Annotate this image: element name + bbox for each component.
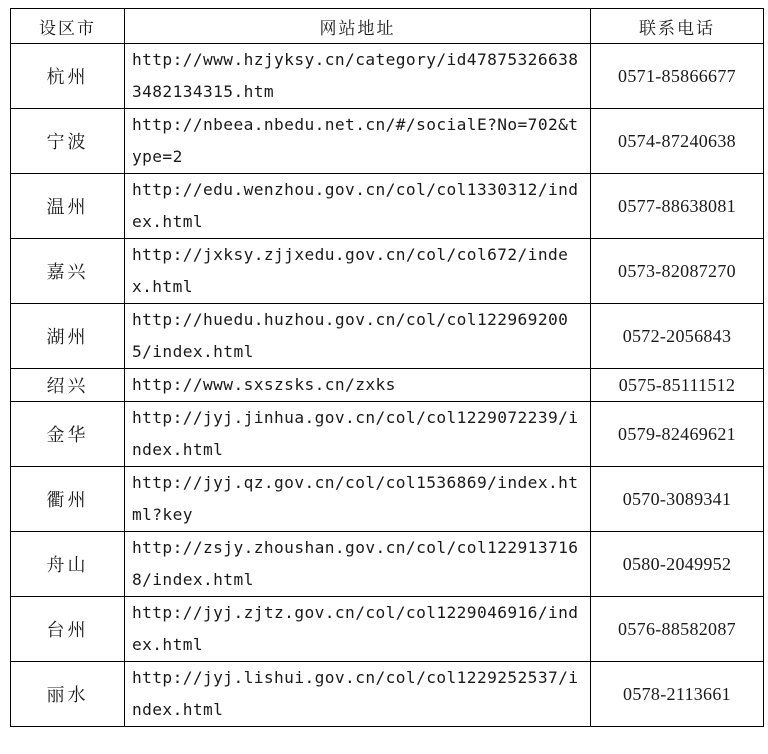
phone-cell: 0576-88582087 — [591, 597, 764, 662]
city-cell: 温州 — [11, 174, 125, 239]
table-row — [11, 44, 764, 109]
website-url-cell[interactable]: http://zsjy.zhoushan.gov.cn/col/col1229137168/index.html — [125, 532, 591, 597]
phone-cell: 0571-85866677 — [591, 44, 764, 109]
table-row — [11, 402, 764, 467]
table-row — [11, 662, 764, 727]
phone-cell: 0572-2056843 — [591, 304, 764, 369]
phone-cell: 0574-87240638 — [591, 109, 764, 174]
website-url-cell[interactable]: http://jyj.lishui.gov.cn/col/col1229252537/index.html — [125, 662, 591, 727]
table-row — [11, 532, 764, 597]
phone-cell: 0575-85111512 — [591, 369, 764, 402]
phone-cell: 0577-88638081 — [591, 174, 764, 239]
city-cell: 绍兴 — [11, 369, 125, 402]
city-cell: 衢州 — [11, 467, 125, 532]
table-row — [11, 239, 764, 304]
website-url-cell[interactable]: http://nbeea.nbedu.net.cn/#/socialE?No=702&type=2 — [125, 109, 591, 174]
table-row — [11, 597, 764, 662]
city-cell: 宁波 — [11, 109, 125, 174]
website-url-cell[interactable]: http://jyj.jinhua.gov.cn/col/col1229072239/index.html — [125, 402, 591, 467]
phone-cell: 0580-2049952 — [591, 532, 764, 597]
city-cell: 金华 — [11, 402, 125, 467]
website-url-cell[interactable]: http://www.sxszsks.cn/zxks — [125, 369, 591, 402]
city-cell: 台州 — [11, 597, 125, 662]
phone-cell: 0570-3089341 — [591, 467, 764, 532]
website-url-cell[interactable]: http://www.hzjyksy.cn/category/id478753266383482134315.htm — [125, 44, 591, 109]
table-row — [11, 304, 764, 369]
phone-cell: 0578-2113661 — [591, 662, 764, 727]
website-url-cell[interactable]: http://edu.wenzhou.gov.cn/col/col1330312/index.html — [125, 174, 591, 239]
website-url-cell[interactable]: http://jyj.zjtz.gov.cn/col/col1229046916/index.html — [125, 597, 591, 662]
website-url-cell[interactable]: http://jxksy.zjjxedu.gov.cn/col/col672/index.html — [125, 239, 591, 304]
city-cell: 丽水 — [11, 662, 125, 727]
phone-cell: 0573-82087270 — [591, 239, 764, 304]
phone-cell: 0579-82469621 — [591, 402, 764, 467]
header-website: 网站地址 — [125, 9, 591, 44]
table-header-row — [11, 9, 764, 44]
city-cell: 杭州 — [11, 44, 125, 109]
website-url-cell[interactable]: http://huedu.huzhou.gov.cn/col/col1229692005/index.html — [125, 304, 591, 369]
website-url-cell[interactable]: http://jyj.qz.gov.cn/col/col1536869/index.html?key — [125, 467, 591, 532]
header-phone: 联系电话 — [591, 9, 764, 44]
table-row — [11, 369, 764, 402]
city-cell: 舟山 — [11, 532, 125, 597]
table-row — [11, 109, 764, 174]
contact-table — [10, 8, 764, 727]
table-row — [11, 174, 764, 239]
city-cell: 湖州 — [11, 304, 125, 369]
header-city: 设区市 — [11, 9, 125, 44]
city-cell: 嘉兴 — [11, 239, 125, 304]
table-row — [11, 467, 764, 532]
